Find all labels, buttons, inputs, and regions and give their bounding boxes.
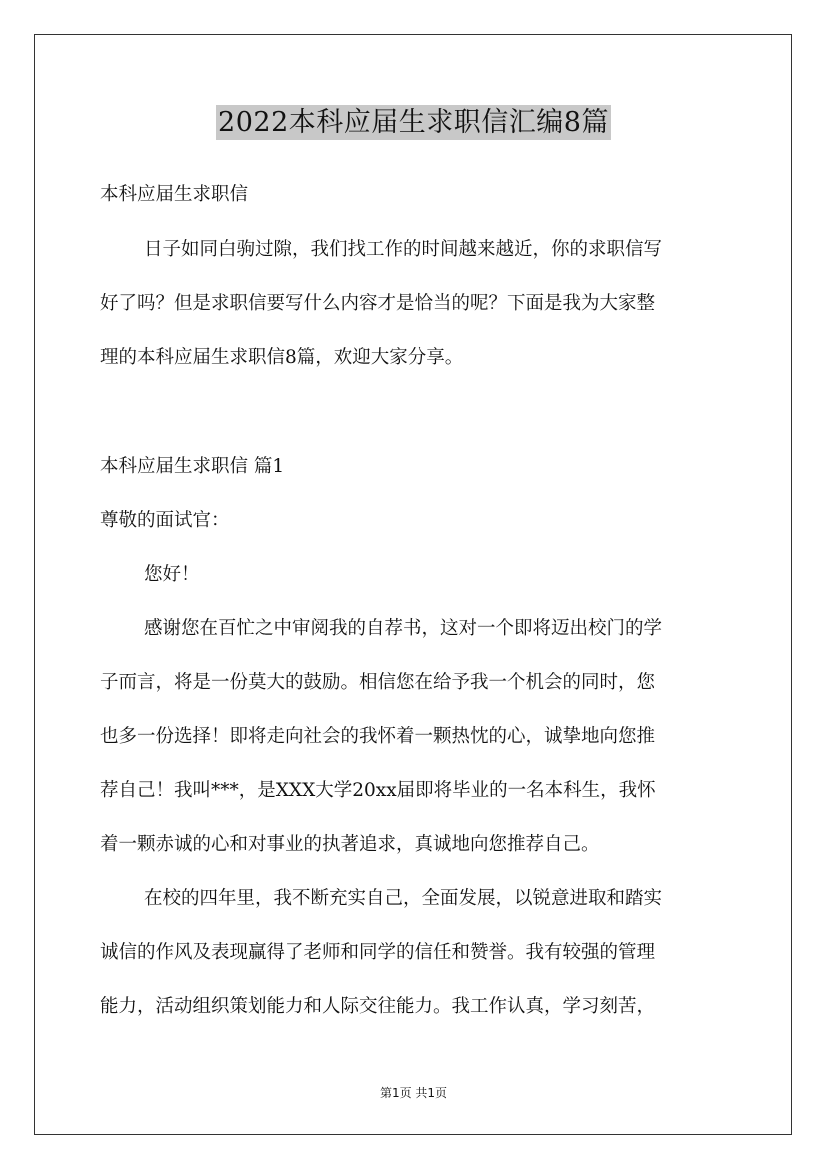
document-title-text: 2022本科应届生求职信汇编8篇 (218, 107, 609, 138)
intro-line: 好了吗？但是求职信要写什么内容才是恰当的呢？下面是我为大家整 (100, 293, 656, 314)
paragraph-line: 荐自己！我叫***，是XXX大学20xx届即将毕业的一名本科生，我怀 (100, 780, 656, 801)
document-title (0, 100, 827, 139)
greeting: 您好！ (144, 564, 200, 585)
intro-line: 理的本科应届生求职信8篇，欢迎大家分享。 (100, 347, 464, 368)
page-number: 第1页 共1页 (379, 1086, 448, 1100)
paragraph-line: 在校的四年里，我不断充实自己，全面发展，以锐意进取和踏实 (144, 888, 663, 909)
paragraph-line: 着一颗赤诚的心和对事业的执著追求，真诚地向您推荐自己。 (100, 834, 600, 855)
heading: 本科应届生求职信 (100, 184, 249, 205)
section-title: 本科应届生求职信 篇1 (100, 456, 285, 477)
intro-line: 日子如同白驹过隙，我们找工作的时间越来越近，你的求职信写 (144, 239, 663, 260)
paragraph-line: 子而言，将是一份莫大的鼓励。相信您在给予我一个机会的同时，您 (100, 672, 656, 693)
salutation: 尊敬的面试官： (100, 510, 230, 531)
paragraph-line: 也多一份选择！即将走向社会的我怀着一颗热忱的心，诚挚地向您推 (100, 726, 656, 747)
paragraph-line: 能力，活动组织策划能力和人际交往能力。我工作认真，学习刻苦， (100, 996, 656, 1017)
paragraph-line: 诚信的作风及表现赢得了老师和同学的信任和赞誉。我有较强的管理 (100, 942, 656, 963)
paragraph-line: 感谢您在百忙之中审阅我的自荐书，这对一个即将迈出校门的学 (144, 618, 663, 639)
